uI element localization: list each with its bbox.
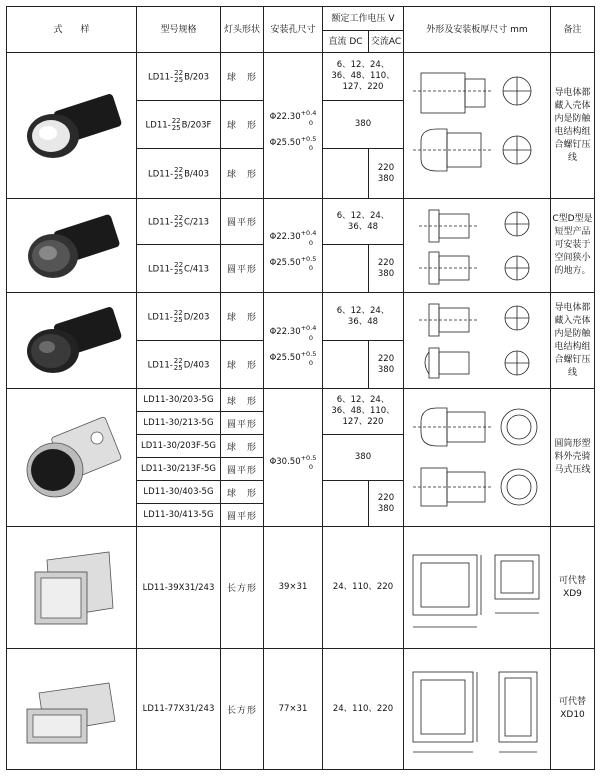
model-cell: LD11-77X31/243 — [137, 649, 221, 770]
drawing-g1 — [407, 61, 547, 191]
shape-cell: 球 形 — [221, 341, 264, 389]
model-cell: LD11-30/213F-5G — [137, 458, 221, 481]
remark-cell: 可代替XD10 — [551, 649, 595, 770]
hole-cell: $\Phi 22.30^{+0.4}$ 0 $\Phi 25.50^{+0.5}$ 0 — [264, 293, 323, 389]
header-ac: 交流AC — [369, 31, 404, 53]
voltage-cell: 6、12、24、 36、48 — [323, 199, 404, 245]
hole-cell: $\Phi 22.30^{+0.4}$ 0 $\Phi 25.50^{+0.5}$ 0 — [264, 199, 323, 293]
ball-lamp-image — [17, 301, 127, 381]
model-cell: LD11- 22 25 B/403 — [137, 149, 221, 199]
model-cell: LD11- 22 25 B/203F — [137, 101, 221, 149]
hole-cell: 77×31 — [264, 649, 323, 770]
shape-cell: 球 形 — [221, 389, 264, 412]
model-cell: LD11-39X31/243 — [137, 527, 221, 649]
dc-cell — [323, 245, 369, 293]
product-table — [6, 6, 595, 770]
ac-cell: 220 380 — [369, 341, 404, 389]
lamp-photo — [7, 527, 137, 649]
shape-cell: 球 形 — [221, 149, 264, 199]
model-cell: LD11- 22 25 D/403 — [137, 341, 221, 389]
shape-cell: 圆平形 — [221, 504, 264, 527]
dimension-drawing — [404, 199, 551, 293]
rect-lamp-image — [17, 538, 127, 638]
drawing-g3 — [407, 296, 547, 386]
table-row — [7, 293, 595, 341]
shape-cell: 圆平形 — [221, 199, 264, 245]
remark-cell: 圆筒形塑料外壳骑马式压线 — [551, 389, 595, 527]
header-dims: 外形及安装板厚尺寸 mm — [404, 7, 551, 53]
table-row — [7, 199, 595, 245]
model-cell: LD11- 22 25 C/413 — [137, 245, 221, 293]
model-cell: LD11-30/203-5G — [137, 389, 221, 412]
dimension-drawing — [404, 293, 551, 389]
remark-cell: 可代替XD9 — [551, 527, 595, 649]
shape-cell: 球 形 — [221, 481, 264, 504]
shape-cell: 圆平形 — [221, 458, 264, 481]
drawing-g6 — [407, 654, 547, 764]
hole-cell: $\Phi 22.30^{+0.4}$ 0 $\Phi 25.50^{+0.5}$ 0 — [264, 53, 323, 199]
voltage-cell: 6、12、24、 36、48、110、 127、220 — [323, 53, 404, 101]
flat-lamp-image — [17, 206, 127, 286]
table-row — [7, 527, 595, 649]
table-row — [7, 649, 595, 770]
cylinder-lamp-image — [17, 408, 127, 508]
dc-cell — [323, 149, 369, 199]
lamp-photo — [7, 293, 137, 389]
remark-cell: C型D型是短型产品可安装于空间狭小的地方。 — [551, 199, 595, 293]
header-hole: 安装孔尺寸 — [264, 7, 323, 53]
dc-cell — [323, 481, 369, 527]
dimension-drawing — [404, 649, 551, 770]
drawing-g5 — [407, 533, 547, 643]
shape-cell: 圆平形 — [221, 245, 264, 293]
hole-cell: $\Phi 30.50^{+0.5}$ 0 — [264, 389, 323, 527]
drawing-g2 — [407, 202, 547, 290]
header-voltage: 额定工作电压 V — [323, 7, 404, 31]
voltage-cell: 380 — [323, 101, 404, 149]
lamp-photo — [7, 53, 137, 199]
header-model: 型号规格 — [137, 7, 221, 53]
shape-cell: 圆平形 — [221, 412, 264, 435]
header-row — [7, 7, 595, 31]
drawing-g4 — [407, 394, 547, 522]
model-cell: LD11- 22 25 D/203 — [137, 293, 221, 341]
shape-cell: 球 形 — [221, 53, 264, 101]
voltage-cell: 24、110、220 — [323, 649, 404, 770]
ac-cell: 220 380 — [369, 481, 404, 527]
table-row — [7, 53, 595, 101]
model-cell: LD11-30/203F-5G — [137, 435, 221, 458]
dimension-drawing — [404, 53, 551, 199]
model-cell: LD11-30/413-5G — [137, 504, 221, 527]
ac-cell: 220 380 — [369, 149, 404, 199]
header-lamp: 灯头形状 — [221, 7, 264, 53]
voltage-cell: 6、12、24、 36、48、110、 127、220 — [323, 389, 404, 435]
remark-cell: 导电体都藏入壳体内是防触电结构组合螺钉压线 — [551, 53, 595, 199]
remark-cell: 导电体都藏入壳体内是防触电结构组合螺钉压线 — [551, 293, 595, 389]
voltage-cell: 380 — [323, 435, 404, 481]
table-row — [7, 389, 595, 412]
shape-cell: 球 形 — [221, 435, 264, 458]
model-cell: LD11- 22 25 C/213 — [137, 199, 221, 245]
shape-cell: 球 形 — [221, 101, 264, 149]
header-remark: 备注 — [551, 7, 595, 53]
hole-cell: 39×31 — [264, 527, 323, 649]
shape-cell: 球 形 — [221, 293, 264, 341]
dimension-drawing — [404, 389, 551, 527]
shape-cell: 长方形 — [221, 649, 264, 770]
wide-rect-lamp-image — [17, 659, 127, 759]
lamp-photo — [7, 199, 137, 293]
header-style: 式 样 — [7, 7, 137, 53]
lamp-photo — [7, 649, 137, 770]
voltage-cell: 6、12、24、 36、48 — [323, 293, 404, 341]
dimension-drawing — [404, 527, 551, 649]
round-lamp-image — [17, 86, 127, 166]
voltage-cell: 24、110、220 — [323, 527, 404, 649]
ac-cell: 220 380 — [369, 245, 404, 293]
model-cell: LD11- 22 25 B/203 — [137, 53, 221, 101]
shape-cell: 长方形 — [221, 527, 264, 649]
model-cell: LD11-30/403-5G — [137, 481, 221, 504]
dc-cell — [323, 341, 369, 389]
lamp-photo — [7, 389, 137, 527]
model-cell: LD11-30/213-5G — [137, 412, 221, 435]
header-dc: 直流 DC — [323, 31, 369, 53]
